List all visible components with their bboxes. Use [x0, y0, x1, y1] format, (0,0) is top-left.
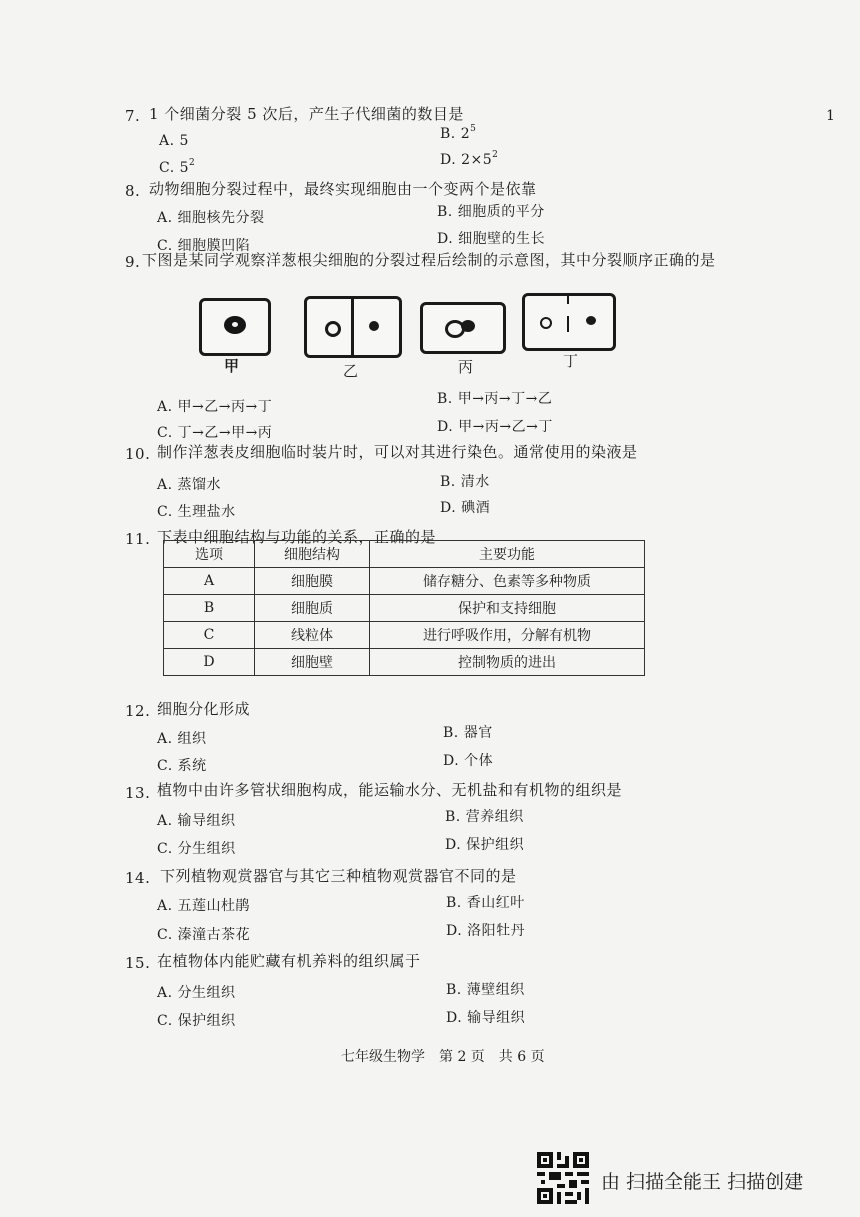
table-cell: A — [164, 568, 255, 595]
option-c: C. 生理盐水 — [157, 504, 236, 520]
table-cell: 进行呼吸作用，分解有机物 — [370, 622, 645, 649]
table-cell: B — [164, 595, 255, 622]
option-d: D. 保护组织 — [445, 837, 525, 853]
question-stem: 植物中由许多管状细胞构成，能运输水分、无机盐和有机物的组织是 — [157, 781, 623, 799]
question-number: 8. — [125, 182, 141, 200]
option-b: B. 清水 — [440, 474, 490, 490]
cell-diagram-yi — [304, 296, 402, 358]
question-number: 9. — [125, 253, 141, 271]
option-b: B. $2^5$ — [440, 124, 477, 142]
option-a: A. 组织 — [157, 731, 207, 747]
question-number: 14. — [125, 869, 151, 887]
column-header: 主要功能 — [370, 541, 645, 568]
option-d: D. 碘酒 — [440, 500, 491, 516]
question-stem: 1 个细菌分裂 5 次后，产生子代细菌的数目是 — [149, 105, 464, 123]
question-number: 11. — [125, 530, 151, 548]
page-corner-number: 1 — [826, 108, 835, 124]
figure-label-ding: 丁 — [563, 352, 579, 370]
cell-diagram-jia — [199, 298, 271, 356]
question-number: 10. — [125, 445, 151, 463]
option-b: B. 器官 — [443, 725, 493, 741]
option-a: A. 五莲山杜鹃 — [157, 898, 251, 914]
table-row — [164, 622, 645, 649]
table-header-row — [164, 541, 645, 568]
question-stem: 制作洋葱表皮细胞临时装片时，可以对其进行染色。通常使用的染液是 — [157, 443, 638, 461]
option-d: D. $2\times 5^2$ — [440, 150, 499, 168]
option-b: B. 甲→丙→丁→乙 — [437, 391, 553, 407]
cell-diagram-bing — [420, 302, 506, 354]
question-number: 7. — [125, 107, 141, 125]
table-cell: 细胞壁 — [255, 649, 370, 676]
question-stem: 下表中细胞结构与功能的关系，正确的是 — [157, 528, 437, 546]
table-cell: 控制物质的进出 — [370, 649, 645, 676]
question-stem: 在植物体内能贮藏有机养料的组织属于 — [157, 952, 421, 970]
option-c: C. 溱潼古茶花 — [157, 927, 251, 943]
question-number: 15. — [125, 954, 151, 972]
option-b: B. 营养组织 — [445, 809, 524, 825]
option-a: A. 分生组织 — [157, 985, 236, 1001]
cell-diagram-ding — [522, 293, 616, 351]
table-cell: 储存糖分、色素等多种物质 — [370, 568, 645, 595]
option-d: D. 甲→丙→乙→丁 — [437, 419, 553, 435]
table-cell: D — [164, 649, 255, 676]
question-stem: 下图是某同学观察洋葱根尖细胞的分裂过程后绘制的示意图，其中分裂顺序正确的是 — [142, 251, 716, 269]
figure-label-bing: 丙 — [458, 358, 474, 376]
question-stem: 细胞分化形成 — [157, 700, 251, 718]
table-cell: 线粒体 — [255, 622, 370, 649]
table-cell: 细胞质 — [255, 595, 370, 622]
qr-code-icon — [537, 1152, 589, 1204]
question-stem: 动物细胞分裂过程中，最终实现细胞由一个变两个是依靠 — [149, 180, 537, 198]
option-c: C. 分生组织 — [157, 841, 236, 857]
table-row — [164, 649, 645, 676]
option-d: D. 输导组织 — [446, 1010, 526, 1026]
option-a: A. 甲→乙→丙→丁 — [157, 399, 273, 415]
option-d: D. 洛阳牡丹 — [446, 923, 526, 939]
page-footer: 七年级生物学 第 2 页 共 6 页 — [341, 1049, 545, 1065]
option-c: C. $5^2$ — [159, 158, 196, 176]
option-a: A. 细胞核先分裂 — [157, 210, 265, 226]
option-c: C. 细胞膜凹陷 — [157, 238, 251, 254]
scanner-watermark: 由 扫描全能王 扫描创建 — [601, 1171, 804, 1193]
figure-label-yi: 乙 — [343, 362, 359, 380]
question-stem: 下列植物观赏器官与其它三种植物观赏器官不同的是 — [160, 867, 517, 885]
table-row — [164, 595, 645, 622]
question-number: 13. — [125, 784, 151, 802]
option-a: A. 输导组织 — [157, 813, 236, 829]
option-a: A. 蒸馏水 — [157, 477, 222, 493]
column-header: 选项 — [164, 541, 255, 568]
option-d: D. 个体 — [443, 753, 494, 769]
figure-label-jia: 甲 — [224, 357, 240, 375]
option-c: C. 丁→乙→甲→丙 — [157, 425, 273, 441]
table-cell: 细胞膜 — [255, 568, 370, 595]
option-b: B. 香山红叶 — [446, 895, 525, 911]
option-a: A. 5 — [159, 133, 189, 149]
question-number: 12. — [125, 702, 151, 720]
option-c: C. 系统 — [157, 758, 207, 774]
table-cell: C — [164, 622, 255, 649]
structure-function-table — [163, 540, 645, 676]
table-row — [164, 568, 645, 595]
option-c: C. 保护组织 — [157, 1013, 236, 1029]
option-b: B. 薄壁组织 — [446, 982, 525, 998]
table-cell: 保护和支持细胞 — [370, 595, 645, 622]
option-b: B. 细胞质的平分 — [437, 204, 545, 220]
column-header: 细胞结构 — [255, 541, 370, 568]
option-d: D. 细胞壁的生长 — [437, 231, 546, 247]
